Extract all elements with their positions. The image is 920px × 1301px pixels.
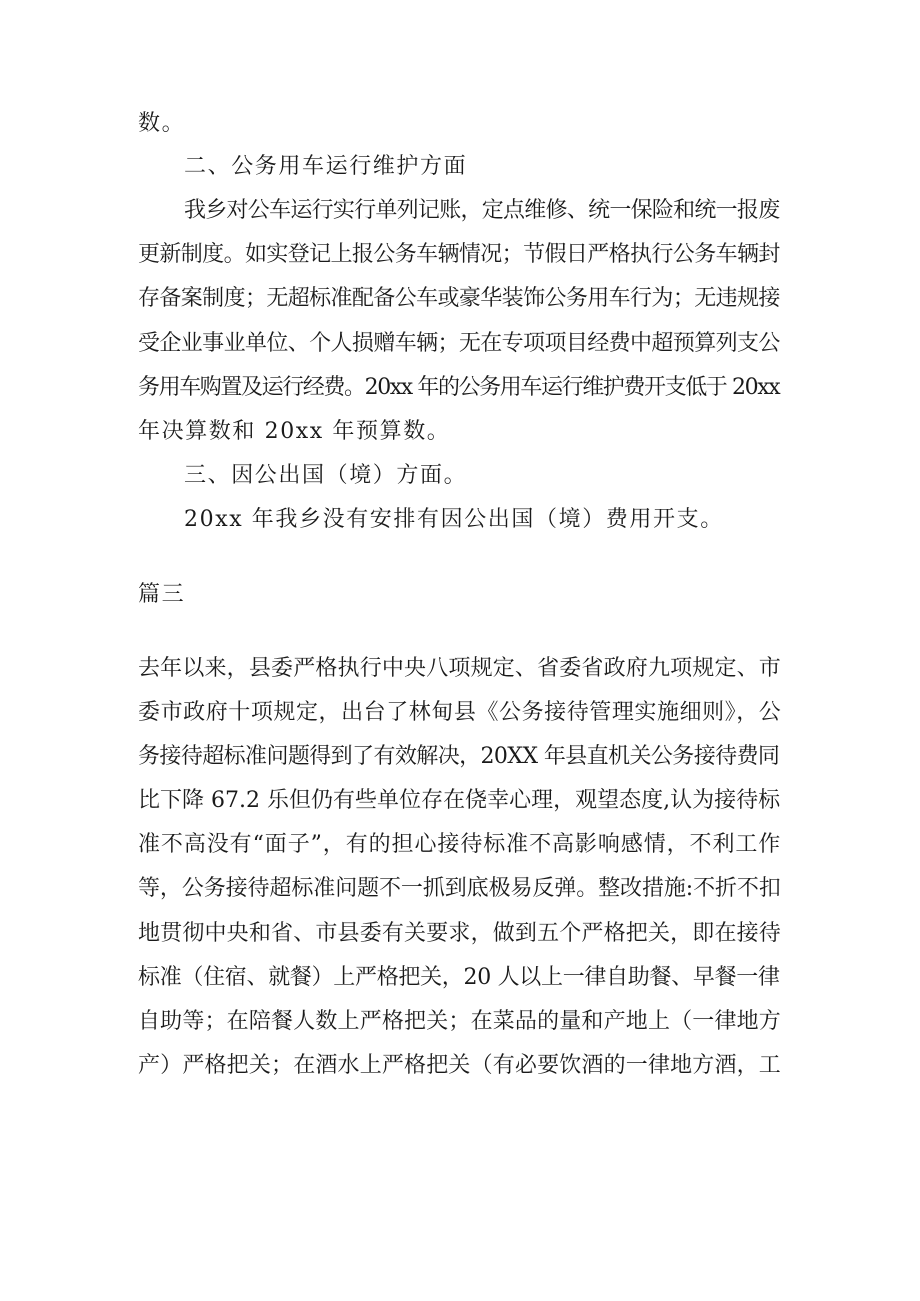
text-line: 年决算数和 20xx 年预算数。 (138, 419, 451, 444)
text-line: 比下降 67.2 乐但仍有些单位存在侥幸心理，观望态度,认为接待标 (138, 788, 781, 813)
text-line: 准不高没有“面子”，有的担心接待标准不高影响感情，不利工作 (138, 832, 782, 857)
section-heading: 二、公务用车运行维护方面 (184, 154, 468, 179)
text-line: 等，公务接待超标准问题不一抓到底极易反弹。整改措施:不折不扣 (138, 876, 781, 901)
text-line: 地贯彻中央和省、市县委有关要求，做到五个严格把关，即在接待 (138, 921, 781, 946)
part-title: 篇三 (138, 582, 186, 607)
text-line: 务接待超标准问题得到了有效解决，20XX 年县直机关公务接待费同 (138, 744, 780, 769)
text-line: 20xx 年我乡没有安排有因公出国（境）费用开支。 (184, 507, 724, 532)
text-line: 委市政府十项规定，出台了林甸县《公务接待管理实施细则》，公 (138, 700, 782, 725)
text-line: 标准（住宿、就餐）上严格把关，20 人以上一律自助餐、早餐一律 (138, 965, 780, 990)
text-line: 更新制度。如实登记上报公务车辆情况；节假日严格执行公务车辆封 (138, 242, 780, 267)
text-line: 务用车购置及运行经费。20xx 年的公务用车运行维护费开支低于 20xx (138, 375, 780, 400)
section-heading: 三、因公出国（境）方面。 (184, 463, 468, 488)
text-line: 数。 (138, 111, 186, 136)
text-line: 受企业事业单位、个人损赠车辆；无在专项项目经费中超预算列支公 (138, 331, 780, 356)
text-line: 存备案制度；无超标准配备公车或豪华装饰公务用车行为；无违规接 (138, 286, 780, 311)
text-line: 去年以来，县委严格执行中央八项规定、省委省政府九项规定、市 (138, 656, 781, 681)
text-line: 我乡对公车运行实行单列记账，定点维修、统一保险和统一报废 (184, 198, 780, 223)
text-line: 自助等；在陪餐人数上严格把关；在菜品的量和产地上（一律地方 (138, 1009, 781, 1034)
text-line: 产）严格把关；在酒水上严格把关（有必要饮酒的一律地方酒，工 (138, 1053, 781, 1078)
